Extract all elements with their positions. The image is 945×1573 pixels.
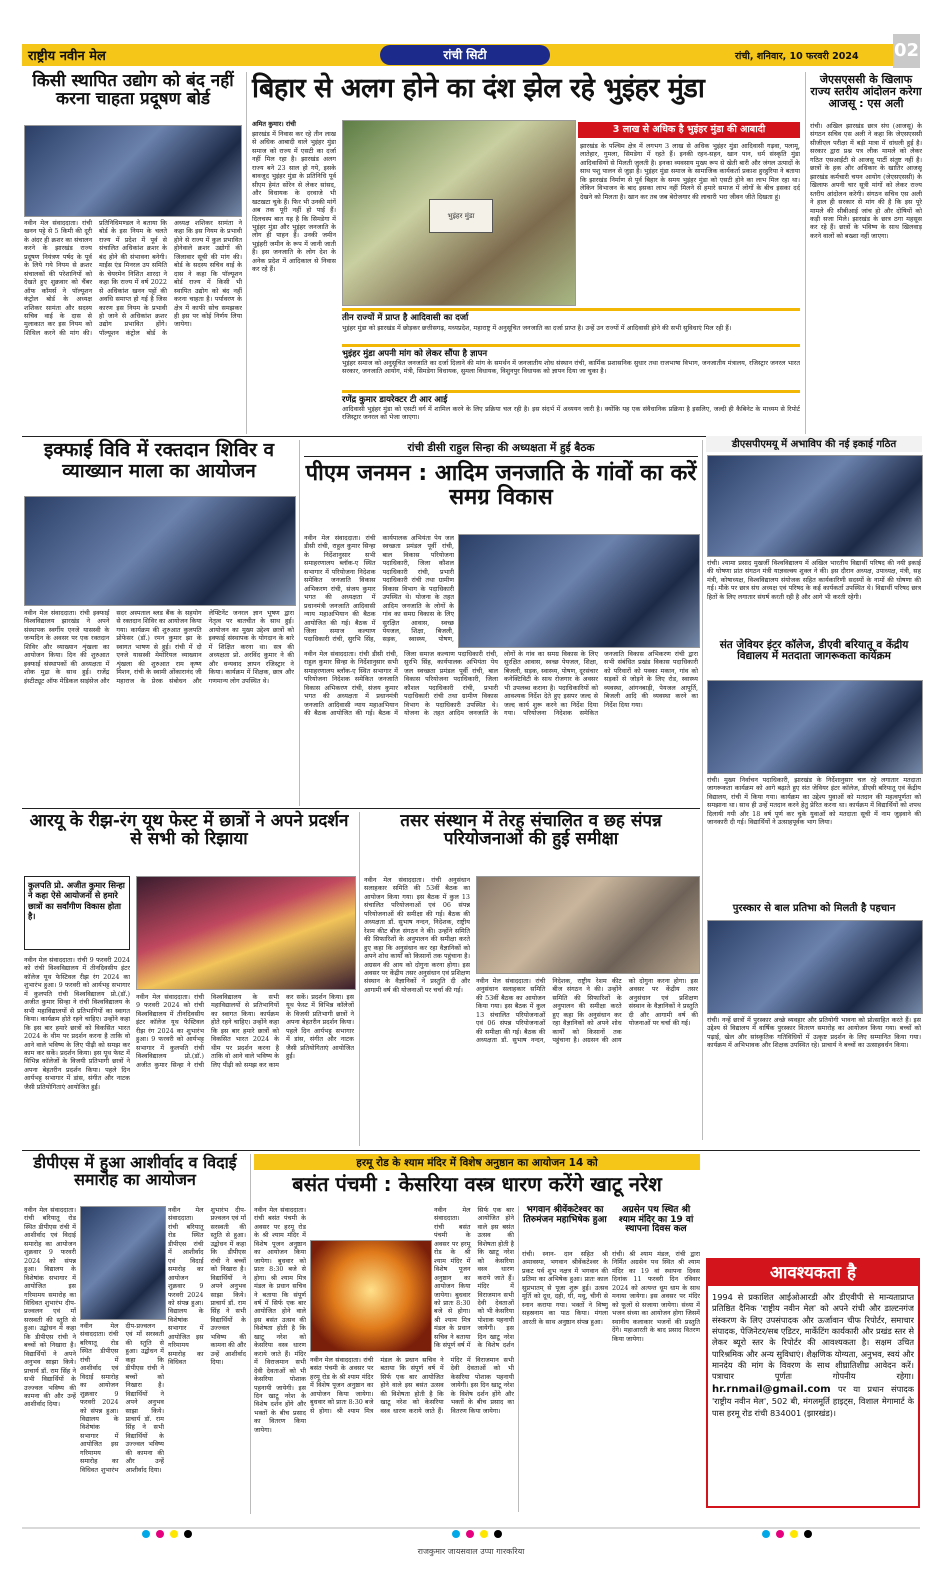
jssc-body: रांची। अखिल झारखंड छात्र संघ (आजसू) के संगठन सचिव एस अली ने कहा कि जेएसएससी सीजीएल परीक्षा में बड़ी मात्रा में धांधली हुई है। सरकार द्वारा प्रश्न पत्र लीक मामले को लेकर गठित एसआईटी से आजसू पार्टी संतुष्ट नहीं है। छात्रों के हक और अधिकार के खातिर आजसू झारखंड कर्मचारी चयन आयोग (जेएसएससी) के खिलाफ अपनी चार सूत्री मांगों को लेकर राज्य स्तरीय आंदोलन करेगी। संगठन सचिव एस अली ने हाल ही सरकार से मांग की है कि इस पूरे मामले की सीबीआई जांच हो और दोषियों को कड़ी सजा मिले। झारखंड के छात्र ठगा महसूस कर रहे हैं। छात्रों के भविष्य के साथ खिलवाड़ करने वालों को बख्शा नहीं जाएगा। — [810, 122, 922, 240]
xavier-photo — [707, 680, 923, 774]
pmjanman-photo — [458, 534, 700, 648]
basant-headline: बसंत पंचमी : केसरिया वस्त्र धारण करेंगे खाटू नरेश — [292, 1172, 662, 1196]
youthfest-photo — [136, 876, 356, 990]
youthfest-body-left: नवीन मेल संवाददाता। रांची 9 फरवरी 2024 को रांची विश्वविद्यालय में तीनदिवसीय इंटर कॉलेज यूथ फेस्टिवल रीझ रंग 2024 का शुभारंभ हुआ। 9 फरवरी को आर्यभट्ट सभागार में कुलपति रांची विश्वविद्यालय प्रो.(डॉ.) अजीत कुमार सिन्हा ने रांची विश्वविद्यालय के सभी महाविद्यालयों से प्रतिभागियों का स्वागत किया। कार्यक्रम होते रहने चाहिए। उन्होंने कहा कि इस बार हमारे छात्रों को विकसित भारत 2024 के थीम पर प्रदर्शन करना है ताकि वो आने वाले भविष्य के लिए पीढ़ी को समझ कर काम कर सकें। प्रदर्शन किया। इस यूथ फेस्ट में विभिन्न कॉलेजों के विजयी प्रतिभागी छात्रों ने अपना बेहतरीन प्रदर्शन किया। पहले दिन आर्यभट्ट सभागार में डांस, संगीत और नाटक जैसी प्रतियोगिताएं आयोजित हुईं। — [24, 956, 130, 1091]
dateline: रांची, शनिवार, 10 फरवरी 2024 — [735, 51, 859, 62]
basant-shrine-photo — [310, 1240, 432, 1352]
dps-body-left: नवीन मेल संवाददाता। रांची बरियातू रोड स्थित डीपीएस रांची में आशीर्वाद एवं विदाई समारोह का आयोजन शुक्रवार 9 फरवरी 2024 को संपन्न हुआ। विद्यालय के विशेषांक सभागार में आयोजित इस गरिमामय समारोह का विधिवत शुभारंभ दीप-प्रज्वलन एवं माँ सरस्वती की स्तुति से हुआ। उद्बोधन में कहा कि डीपीएस रांची ने बच्चों को निखारा है। विद्यार्थियों ने अपने अनुभव साझा किये। प्राचार्य डॉ. राम सिंह ने सभी विद्यार्थियों के उज्ज्वल भविष्य की कामना की और उन्हें आशीर्वाद दिया। — [24, 1206, 76, 1409]
agrasen-headline: अग्रसेन पथ स्थित श्री श्याम मंदिर का 19 वां स्थापना दिवस कल — [618, 1205, 694, 1235]
bhuinhar-lead-body: झारखंड में निवास कर रहे तीन लाख से अधिक आबादी वाले भुइंहर मुंडा समाज को राज्य में एसटी का दर्जा नहीं मिल रहा है। झारखंड अलग राज्य बने 23 साल हो गये, इसके बावजूद भुइंहर मुंडा के प्रतिनिधि पूर्व सीएम हेमंत सोरेन से लेकर सांसद, और विधायक के दरवाजे भी खटखटा चुके हैं। फिर भी उनकी मांगें अब तक पूरी नहीं हो पाई हैं। दिलचस्प बात यह है कि सिमडेगा में भुइंहर मुंडा और भुइंहर जनजाति के लोग ही पाहन हैं। उनकी जमीन भुइंहरी जमीन के रूप में जानी जाती है। इस जनजाति के लोग देश के अनेक प्रदेश में आदिकाल से निवास कर रहे हैं। — [252, 130, 336, 274]
bhagwan-body: रांची। स्नान- दान सहित श्री अमावस्या, भगवान श्रीवेंकटेश्वर के प्रकट पर्व शुभ नक्षत्र में भगवान की प्रतिमा का अभिषेक हुआ। प्रातः काल सुप्रभातम् से पूजा शुरू हुई। उत्सव मूर्ति को दूध, दही, घी, मधु, चीनी से स्नान कराया गया। भक्तों ने विष्णु सहस्रनाम का पाठ किया। मंगला आरती के साथ अनुष्ठान संपन्न हुआ। — [522, 1250, 608, 1326]
pmjanman-body-lower: नवीन मेल संवाददाता। रांची डीसी रांची, राहुल कुमार सिन्हा के निर्देशानुसार सभी समाहरणालय ब्लॉक-ए स्थित सभागार में परियोजना निदेशक समेकित जनजाति विकास अभिकरण रांची, संजय कुमार भगत की अध्यक्षता में प्रधानमंत्री जनजाति आदिवासी न्याय महाअभियान की बैठक आयोजित की गई। बैठक में जिला समाज कल्याण पदाधिकारी रांची, सुरभि सिंह, कार्यपालक अभियंता पेय जल स्वच्छता प्रमंडल पूर्वी रांची, बाल विकास परियोजना पदाधिकारी, जिला कौशल पदाधिकारी रांची, प्रभारी पदाधिकारी रांची तथा ग्रामीण विकास विभाग के पदाधिकारी उपस्थित थे। योजना के तहत आदिम जनजाति के लोगों के गांव का समग्र विकास के लिए सुरक्षित आवास, स्वच्छ पेयजल, शिक्षा, बिजली, सड़क, स्वास्थ्य, पोषण, दूरसंचार कनेक्टिविटी के साथ रोजगार के अवसर भी उपलब्ध कराना है। पदाधिकारियों को आवश्यक निर्देश देते हुए इसपर जल्द से जल्द कार्य शुरू करने का निर्देश दिया गया। परियोजना निदेशक समेकित जनजाति विकास अभिकरण रांची द्वारा सभी संबंधित प्रखंड विकास पदाधिकारी को परिवारों को पक्का मकान, गांव को सड़कों से जोड़ने के लिए रोड, स्वास्थ्य व्यवस्था, आंगनबाड़ी, पेयजल आपूर्ति, बिजली आदि की व्यवस्था करने का निर्देश दिया गया। — [304, 650, 698, 718]
section-badge: रांची सिटी — [380, 45, 550, 65]
bhuinhar-photo — [342, 120, 576, 306]
dsspmu-photo — [707, 455, 923, 557]
ad-email[interactable]: hr.rnmail@gmail.com — [712, 1383, 831, 1395]
dps-photo — [80, 1206, 166, 1320]
tasar-headline: तसर संस्थान में तेरह संचालित व छह संपन्न परियोजनाओं की हुई समीक्षा — [400, 811, 662, 850]
bhuinhar-byline: अमित कुमार। रांची — [252, 120, 296, 128]
footer-registration-bar — [22, 1522, 920, 1534]
icfai-body: नवीन मेल संवाददाता। रांची इक्फाई विश्वविद्यालय झारखंड ने अपने संस्थापक स्वर्गीय एनजे यासस्वी के जन्मदिन के अवसर पर एक रक्तदान शिविर और व्याख्यान शृंखला का आयोजन किया। दिन की शुरुआत इक्फाई संस्थापकों की अध्यक्षता में शोक मुद्रा के साथ हुई। राजेंद्र इंस्टीट्यूट ऑफ मेडिकल साइंसेज और सदर अस्पताल ब्लड बैंक के सहयोग से रक्तदान शिविर का आयोजन किया गया। कार्यक्रम की शुरुआत कुलपति प्रोफेसर (डॉ.) रमन कुमार झा के स्वागत भाषण से हुई। रांची में दो एनजे यासस्वी मेमोरियल व्याख्यान शृंखला की शुरुआत राम कृष्ण मिशन, रांची के स्वामी ओंकारानंद जी महाराज के प्रेरक संबोधन और लेफ्टिनेंट जनरल ज्ञान भूषण द्वारा नेतृत्व पर बातचीत के साथ हुई। आयोजन का मुख्य उद्देश्य छात्रों को इक्फाई संस्थापक के योगदान के बारे में शिक्षित करना था। सत्र की अध्यक्षता प्रो. अरविंद कुमार ने की और धन्यवाद ज्ञापन रजिस्ट्रार ने किया। कार्यक्रम में शिक्षक, छात्र और गणमान्य लोग उपस्थित थे। — [24, 609, 294, 685]
ad-title: आवश्यकता है — [708, 1260, 918, 1286]
dps-body-bottom: नवीन मेल संवाददाता। रांची बरियातू रोड स्थित डीपीएस रांची में आशीर्वाद एवं विदाई समारोह का आयोजन शुक्रवार 9 फरवरी 2024 को संपन्न हुआ। विद्यालय के विशेषांक सभागार में आयोजित इस गरिमामय समारोह का विधिवत शुभारंभ दीप-प्रज्वलन एवं माँ सरस्वती की स्तुति से हुआ। उद्बोधन में कहा कि डीपीएस रांची ने बच्चों को निखारा है। विद्यार्थियों ने अपने अनुभव साझा किये। प्राचार्य डॉ. राम सिंह ने सभी विद्यार्थियों के उज्ज्वल भविष्य की कामना की और उन्हें आशीर्वाद दिया। — [80, 1322, 164, 1474]
footer-imprint: राजकुमार जायसवाल उप्पा गारकरिया — [417, 1547, 525, 1556]
basant-body-bottom: नवीन मेल संवाददाता। रांची बसंत पंचमी के अवसर पर हरमू रोड के श्री श्याम मंदिर में विशेष पूजन अनुष्ठान का आयोजन किया जायेगा। बुधवार को प्रातः 8:30 बजे से होगा। श्री श्याम मित्र मंडल के प्रधान सचिव ने बताया कि संपूर्ण वर्ष में सिर्फ एक बार आयोजित होने वाले इस बसंत उत्सव की विशेषता होती है कि खाटू नरेश को केसरिया वस्त्र धारण कराये जाते हैं। मंदिर में विराजमान सभी देवी देवताओं को भी केसरिया पोशाक पहनायी जायेगी। इस दिन खाटू नरेश के विशेष दर्शन होंगे और भक्तों के बीच प्रसाद का वितरण किया जायेगा। — [310, 1356, 514, 1415]
bhuinhar-photo-sign: भुइंहर मुंडा — [429, 199, 493, 233]
icfai-headline: इक्फाई विवि में रक्तदान शिविर व व्याख्यान माला का आयोजन — [43, 439, 275, 482]
basant-body-left: नवीन मेल संवाददाता। रांची बसंत पंचमी के अवसर पर हरमू रोड के श्री श्याम मंदिर में विशेष पूजन अनुष्ठान का आयोजन किया जायेगा। बुधवार को प्रातः 8:30 बजे से होगा। श्री श्याम मित्र मंडल के प्रधान सचिव ने बताया कि संपूर्ण वर्ष में सिर्फ एक बार आयोजित होने वाले इस बसंत उत्सव की विशेषता होती है कि खाटू नरेश को केसरिया वस्त्र धारण कराये जाते हैं। मंदिर में विराजमान सभी देवी देवताओं को भी केसरिया पोशाक पहनायी जायेगी। इस दिन खाटू नरेश के विशेष दर्शन होंगे और भक्तों के बीच प्रसाद का वितरण किया जायेगा। — [254, 1206, 306, 1434]
dps-headline: डीपीएस में हुआ आशीर्वाद व विदाई समारोह का आयोजन — [33, 1153, 237, 1190]
xavier-headline: संत जेवियर इंटर कॉलेज, डीएवी बरियातू व केंद्रीय विद्यालय में मतदाता जागरूकता कार्यक्रम — [719, 639, 909, 663]
bhuinhar-sub2-body: भुइंहर समाज को अनुसूचित जनजाति का दर्जा दिलाने की मांग के समर्थन में जनजातीय शोध संस्थान रांची, कार्मिक प्रशासनिक सुधार तथा राजभाषा विभाग, जनजातीय मंत्रालय, रजिस्ट्रार जनरल भारत सरकार, जनजाति आयोग, मंत्री, सिमडेगा विधायक, सुमला विधायक, विशुनपुर विधायक को ज्ञापन दिया जा चुका है। — [342, 359, 800, 376]
bhagwan-headline: भगवान श्रीवेंकटेश्वर का तिरुमंजन महाभिषेक हुआ — [523, 1205, 607, 1225]
pollution-photo — [24, 125, 242, 217]
dsspmu-body: रांची। श्यामा प्रसाद मुखर्जी विश्वविद्यालय में अखिल भारतीय विद्यार्थी परिषद की नयी इकाई की घोषणा प्रांत संगठन मंत्री याज्ञवल्क्य शुक्ल ने की। इस दौरान अध्यक्ष, उपाध्यक्ष, मंत्री, सह मंत्री, कोषाध्यक्ष, विश्वविद्यालय संयोजक सहित कार्यकारिणी सदस्यों के नामों की घोषणा की गई। मौके पर छात्र संघ अध्यक्ष एवं परिषद के कई कार्यकर्ता उपस्थित थे। विद्यार्थी परिषद छात्र हितों के लिए लगातार संघर्ष करती रही है और आगे भी करती रहेगी। — [707, 559, 921, 601]
bhuinhar-headline: बिहार से अलग होने का दंश झेल रहे भुइंहर मुंडा — [252, 73, 705, 104]
bhuinhar-ribbon: 3 लाख से अधिक है भुइंहर मुंडा की आबादी — [578, 122, 800, 138]
paper-name: राष्ट्रीय नवीन मेल — [28, 49, 106, 64]
pollution-headline: किसी स्थापित उद्योग को बंद नहीं करना चाहता प्रदूषण बोर्ड — [32, 71, 234, 110]
dps-body-right: नवीन मेल संवाददाता। रांची बरियातू रोड स्थित डीपीएस रांची में आशीर्वाद एवं विदाई समारोह का आयोजन शुक्रवार 9 फरवरी 2024 को संपन्न हुआ। विद्यालय के विशेषांक सभागार में आयोजित इस गरिमामय समारोह का विधिवत शुभारंभ दीप-प्रज्वलन एवं माँ सरस्वती की स्तुति से हुआ। उद्बोधन में कहा कि डीपीएस रांची ने बच्चों को निखारा है। विद्यार्थियों ने अपने अनुभव साझा किये। प्राचार्य डॉ. राम सिंह ने सभी विद्यार्थियों के उज्ज्वल भविष्य की कामना की और उन्हें आशीर्वाद दिया। — [168, 1206, 246, 1367]
tasar-body-left: नवीन मेल संवाददाता। रांची अनुसंधान सलाहकार समिति की 53वीं बैठक का आयोजन किया गया। इस बैठक में कुल 13 संचालित परियोजनाओं एवं 06 संपन्न परियोजनाओं की समीक्षा की गई। बैठक की अध्यक्षता डॉ. सुभाष नन्दन, निदेशक, राष्ट्रीय रेशम कीट बीज संगठन ने की। उन्होंने समिति की सिफारिशों के अनुपालन की समीक्षा करते हुए कहा कि अनुसंधान कर रहा वैज्ञानिकों को अपने शोध कार्यों को किसानों तक पहुंचाना है। अग्रसन की आय को दोगुना करना होगा। इस अवसर पर केंद्रीय तसर अनुसंधान एवं प्रशिक्षण संस्थान के वैज्ञानिकों ने प्रस्तुति दी और आगामी वर्ष की योजनाओं पर चर्चा की गई। — [364, 876, 470, 994]
bhuinhar-right-body: झारखंड के पश्चिम क्षेत्र में लगभग 3 लाख से अधिक भुइंहर मुंडा आदिवासी गढ़वा, पलामू, लातेहार, गुमला, सिमडेगा में रहते हैं। इनकी रहन-सहन, खान पान, धर्म संस्कृति मुंडा आदिवासियों से मिलती जुलती है। इनका व्यवसाय मुख्य रूप से खेती बारी और जंगल उत्पादों के साथ पशु पालन से जुड़ा है। भुइंहर मुंडा समाज के सामाजिक कार्यकर्ता प्रकाश हुरहुरिया ने बताया कि झारखंड निर्माण से पूर्व बिहार के समय भुइंहर मुंडा को एसटी होने का लाभ मिल रहा था। लेकिन विभाजन के बाद इसका लाभ नहीं मिलने से हमारे समाज में लोगों के बीच इसका दर्द देखने को मिलता है। खान कर तब जब बेरोजगार की लाचारी भरा जीवन जीते दिखता हूं। — [580, 142, 800, 201]
youthfest-quote-box — [24, 876, 130, 950]
bhuinhar-sub3-body: आदिवासी भुइंहर मुंडा को एसटी वर्ग में शामिल करने के लिए प्रक्रिया चल रही है। इस संदर्भ में अध्ययन जारी है। क्योंकि यह एक संवैधानिक प्रक्रिया है इसलिए, जल्दी ही कैबिनेट के माध्यम से रिपोर्ट रजिस्ट्रार जनरल को भेजा जाएगा। — [342, 405, 800, 422]
tasar-photo — [476, 876, 700, 974]
page-number: 02 — [893, 34, 920, 68]
bhuinhar-sub1-body: भुइंहर मुंडा को झारखंड में छोड़कर छत्तीसगढ़, मध्यप्रदेश, महाराष्ट्र में अनुसूचित जनजाति का दर्जा प्राप्त है। उन्हें उन राज्यों में आदिवासी होने की सभी सुविधाएं मिल रही हैं। — [342, 324, 732, 332]
tasar-body-right: नवीन मेल संवाददाता। रांची अनुसंधान सलाहकार समिति की 53वीं बैठक का आयोजन किया गया। इस बैठक में कुल 13 संचालित परियोजनाओं एवं 06 संपन्न परियोजनाओं की समीक्षा की गई। बैठक की अध्यक्षता डॉ. सुभाष नन्दन, निदेशक, राष्ट्रीय रेशम कीट बीज संगठन ने की। उन्होंने समिति की सिफारिशों के अनुपालन की समीक्षा करते हुए कहा कि अनुसंधान कर रहा वैज्ञानिकों को अपने शोध कार्यों को किसानों तक पहुंचाना है। अग्रसन की आय को दोगुना करना होगा। इस अवसर पर केंद्रीय तसर अनुसंधान एवं प्रशिक्षण संस्थान के वैज्ञानिकों ने प्रस्तुति दी और आगामी वर्ष की योजनाओं पर चर्चा की गई। — [476, 977, 698, 1045]
prize-body: रांची। नन्हें छात्रों में पुरस्कार अच्छे व्यवहार और प्रतियोगी भावना को प्रोत्साहित करते हैं। इस उद्देश्य से विद्यालय में वार्षिक पुरस्कार वितरण समारोह का आयोजन किया गया। बच्चों को पढ़ाई, खेल और सांस्कृतिक गतिविधियों में उत्कृष्ट प्रदर्शन के लिए सम्मानित किया गया। कार्यक्रम में अभिभावक और शिक्षक उपस्थित रहे। प्राचार्य ने बच्चों का उत्साहवर्धन किया। — [707, 1016, 921, 1050]
bhuinhar-sub2-title: भुइंहर मुंडा अपनी मांग को लेकर सौंपा है ज्ञापन — [342, 349, 488, 359]
prize-photo — [707, 920, 923, 1014]
ad-body: 1994 से प्रकाशित आईओआरडी और डीएवीपी से मान्यताप्राप्त प्रतिष्ठित दैनिक 'राष्ट्रीय नवीन मेल' को अपने रांची और डाल्टनगंज संस्करण के लिए उपसंपादक और ऊर्जावान चीफ रिपोर्टर, समाचार संपादक, पेजिनेटर/सब एडिटर, मार्केटिंग कार्यकारी और प्रखंड स्तर से लेकर ब्यूरो स्तर के रिपोर्टर की आवश्यकता है। सक्षम उचित पारिश्रमिक और अन्य सुविधाएं। शैक्षणिक योग्यता, अनुभव, स्वयं और मानदेय की मांग के विवरण के साथ शीघ्रातिशीघ्र आवेदन करें। पत्राचार पूर्णतः गोपनीय रहेगा। hr.rnmail@gmail.com पर या प्रधान संपादक 'राष्ट्रीय नवीन मेल', 502 बी, मंगलमूर्ति हाइट्स, विशाल मेगामार्ट के पास हरमू रोड रांची 834001 (झारखंड)। — [712, 1292, 914, 1418]
pmjanman-headline: पीएम जनमन : आदिम जनजाति के गांवों का करें समग्र विकास — [305, 461, 697, 510]
basant-body-side: नवीन मेल संवाददाता। रांची बसंत पंचमी के अवसर पर हरमू रोड के श्री श्याम मंदिर में विशेष पूजन अनुष्ठान का आयोजन किया जायेगा। बुधवार को प्रातः 8:30 बजे से होगा। श्री श्याम मित्र मंडल के प्रधान सचिव ने बताया कि संपूर्ण वर्ष में सिर्फ एक बार आयोजित होने वाले इस बसंत उत्सव की विशेषता होती है कि खाटू नरेश को केसरिया वस्त्र धारण कराये जाते हैं। मंदिर में विराजमान सभी देवी देवताओं को भी केसरिया पोशाक पहनायी जायेगी। इस दिन खाटू नरेश के विशेष दर्शन — [434, 1206, 514, 1350]
jssc-headline: जेएसएससी के खिलाफ राज्य स्तरीय आंदोलन करेगा आजसू : एस अली — [810, 73, 922, 110]
youthfest-quote: कुलपति प्रो. अजीत कुमार सिन्हा ने कहा ऐसे आयोजनों से हमारे छात्रों का सर्वांगीण विकास होता है। — [28, 880, 125, 921]
icfai-photo — [24, 496, 296, 606]
youthfest-headline: आरयू के रीझ-रंग यूथ फेस्ट में छात्रों ने अपने प्रदर्शन से सभी को रिझाया — [29, 811, 349, 850]
youthfest-body-right: नवीन मेल संवाददाता। रांची 9 फरवरी 2024 को रांची विश्वविद्यालय में तीनदिवसीय इंटर कॉलेज यूथ फेस्टिवल रीझ रंग 2024 का शुभारंभ हुआ। 9 फरवरी को आर्यभट्ट सभागार में कुलपति रांची विश्वविद्यालय प्रो.(डॉ.) अजीत कुमार सिन्हा ने रांची विश्वविद्यालय के सभी महाविद्यालयों से प्रतिभागियों का स्वागत किया। कार्यक्रम होते रहने चाहिए। उन्होंने कहा कि इस बार हमारे छात्रों को विकसित भारत 2024 के थीम पर प्रदर्शन करना है ताकि वो आने वाले भविष्य के लिए पीढ़ी को समझ कर काम कर सकें। प्रदर्शन किया। इस यूथ फेस्ट में विभिन्न कॉलेजों के विजयी प्रतिभागी छात्रों ने अपना बेहतरीन प्रदर्शन किया। पहले दिन आर्यभट्ट सभागार में डांस, संगीत और नाटक जैसी प्रतियोगिताएं आयोजित हुईं। — [136, 993, 354, 1069]
xavier-body: रांची। मुख्य निर्वाचन पदाधिकारी, झारखंड के निर्देशानुसार चल रहे लगातार मतदाता जागरूकता कार्यक्रम को आगे बढ़ाते हुए संत जेवियर इंटर कॉलेज, डीएवी बरियातू एवं केंद्रीय विद्यालय, रांची में किया गया। कार्यक्रम का उद्देश्य युवाओं को मतदान की महत्वपूर्णता को समझाना था। साथ ही उन्हें मतदान करने हेतु प्रेरित करना था। कार्यक्रम में विद्यार्थियों को शपथ दिलायी गयी और 18 वर्ष पूर्ण कर चुके युवाओं को मतदाता सूची में नाम जुड़वाने की जानकारी दी गई। विद्यार्थियों ने उत्साहपूर्वक भाग लिया। — [707, 776, 921, 827]
pmjanman-body-upper: नवीन मेल संवाददाता। रांची डीसी रांची, राहुल कुमार सिन्हा के निर्देशानुसार सभी समाहरणालय ब्लॉक-ए स्थित सभागार में परियोजना निदेशक समेकित जनजाति विकास अभिकरण रांची, संजय कुमार भगत की अध्यक्षता में प्रधानमंत्री जनजाति आदिवासी न्याय महाअभियान की बैठक आयोजित की गई। बैठक में जिला समाज कल्याण पदाधिकारी रांची, सुरभि सिंह, कार्यपालक अभियंता पेय जल स्वच्छता प्रमंडल पूर्वी रांची, बाल विकास परियोजना पदाधिकारी, जिला कौशल पदाधिकारी रांची, प्रभारी पदाधिकारी रांची तथा ग्रामीण विकास विभाग के पदाधिकारी उपस्थित थे। योजना के तहत आदिम जनजाति के लोगों के गांव का समग्र विकास के लिए सुरक्षित आवास, स्वच्छ पेयजल, शिक्षा, बिजली, सड़क, स्वास्थ्य, पोषण, — [304, 534, 454, 644]
bhuinhar-sub3-title: रणेंद्र कुमार डायरेक्टर टी आर आई — [342, 395, 448, 405]
dsspmu-headline: डीएसपीएमयू में अभाविप की नई इकाई गठित — [731, 439, 897, 450]
pmjanman-kicker: रांची डीसी राहुल सिन्हा की अध्यक्षता में हुई बैठक — [407, 442, 595, 454]
pollution-body: नवीन मेल संवाददाता। रांची खनन पट्टे से 5 किमी की दूरी के अंदर ही क्रशर का संचालन करने के झारखंड राज्य प्रदूषण नियंत्रण पर्षद के पूर्व के लिये गये नियम से क्रशर संचालकों की परेशानियों को देखते हुए शुक्रवार को चैंबर ऑफ कॉमर्स ने पॉल्यूशन कंट्रोल बोर्ड के अध्यक्ष शशिकर सामंता और सदस्य सचिव वाई के दास से मुलाकात कर इस नियम को शिथिल करने की मांग की। प्रतिनिधिमण्डल ने बताया कि बोर्ड के इस नियम के चलते राज्य में प्रदेश में पूर्व से संचालित अधिकांश क्रशर के बंद होने की संभावना बनेगी। माईंस एंड मिनरल उप समिति के चेयरमेन निशित शारदा ने कहा कि राज्य में वर्ष 2022 से अधिकांश खनन पट्टों की अवधि समाप्त हो गई है जिस कारण इस नियम के प्रभावी हो जाने से अधिकांश क्रशर उद्योग प्रभावित होंगे। पॉल्यूशन कंट्रोल बोर्ड के अध्यक्ष शशिकर सामंता ने कहा कि इस नियम के प्रभावी होने से राज्य में कुल प्रभावित होनेवाले क्रशर उद्योगों की जिलावार सूची की मांग की। बोर्ड के सदस्य सचिव वाई के दास ने कहा कि पॉल्यूशन बोर्ड राज्य में किसी भी स्थापित उद्योग को बंद नहीं करना चाहता है। पर्यावरण के क्षेत्र में काफी सोच समझकर ही इस पर कोई निर्णय लिया जायेगा। — [24, 219, 242, 337]
bhuinhar-sub1-title: तीन राज्यों में प्राप्त है आदिवासी का दर्जा — [342, 313, 469, 323]
agrasen-body: रांची। श्री श्याम मंडल, रांची द्वारा निर्मित अग्रसेन पथ स्थित श्री श्याम मंदिर का 19 वां स्थापना दिवस दिनांक 11 फरवरी दिन रविवार 2024 को अत्यन्त धूम धाम के साथ मनाया जायेगा। इस अवसर पर मंदिर को फूलों से सजाया जायेगा। संध्या में भजन संध्या का आयोजन होगा जिसमें स्थानीय कलाकार भजनों की प्रस्तुति देंगे। महाआरती के बाद प्रसाद वितरण किया जायेगा। — [612, 1250, 700, 1343]
prize-headline: पुरस्कार से बाल प्रतिभा को मिलती है पहचान — [732, 903, 896, 914]
basant-kicker: हरमू रोड के श्याम मंदिर में विशेष अनुष्ठान का आयोजन 14 को — [356, 1157, 598, 1169]
